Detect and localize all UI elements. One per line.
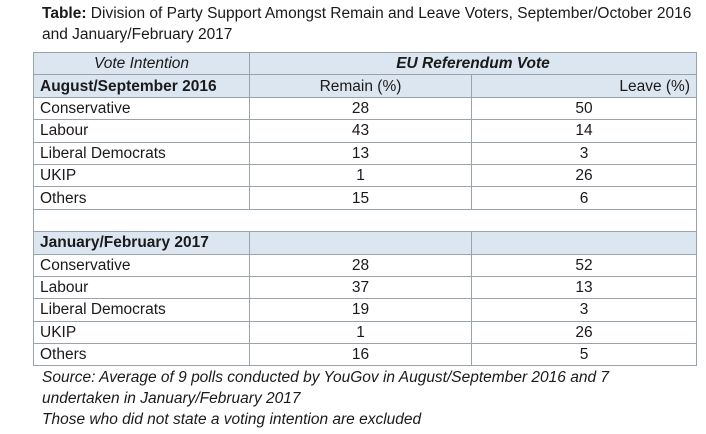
leave-value: 26 — [472, 164, 697, 186]
remain-value: 13 — [250, 142, 472, 164]
table-notes — [42, 367, 702, 430]
leave-value: 13 — [472, 276, 697, 298]
leave-value: 50 — [472, 97, 697, 119]
table-row — [34, 321, 697, 343]
table-row — [34, 254, 697, 276]
table-caption — [42, 3, 702, 45]
caption-text: Division of Party Support Amongst Remain and Leave Voters, September/October 2016 and January/February 2017 — [42, 5, 692, 43]
table-row — [34, 97, 697, 119]
party-cell: Conservative — [34, 254, 250, 276]
remain-value: 37 — [250, 276, 472, 298]
source-note-line-2: undertaken in January/February 2017 — [42, 390, 301, 407]
section-aug-sep-2016 — [34, 97, 697, 209]
eu-referendum-vote-header: EU Referendum Vote — [250, 53, 697, 75]
leave-value: 26 — [472, 321, 697, 343]
remain-value: 15 — [250, 187, 472, 209]
spacer-cell — [34, 209, 697, 231]
party-cell: UKIP — [34, 164, 250, 186]
spacer-row — [34, 209, 697, 231]
party-cell: Labour — [34, 276, 250, 298]
leave-value: 3 — [472, 142, 697, 164]
empty-header-cell — [250, 232, 472, 254]
remain-value: 43 — [250, 120, 472, 142]
leave-value: 3 — [472, 299, 697, 321]
party-cell: Liberal Democrats — [34, 299, 250, 321]
table-row — [34, 164, 697, 186]
remain-value: 28 — [250, 97, 472, 119]
table-row — [34, 120, 697, 142]
header-row-1 — [34, 53, 697, 75]
remain-value: 19 — [250, 299, 472, 321]
source-note-line-1: Source: Average of 9 polls conducted by YouGov in August/September 2016 and 7 — [42, 369, 609, 386]
table-row — [34, 187, 697, 209]
exclusion-note: Those who did not state a voting intention are excluded — [42, 411, 422, 428]
leave-value: 14 — [472, 120, 697, 142]
remain-value: 16 — [250, 344, 472, 366]
table-row — [34, 344, 697, 366]
remain-value: 1 — [250, 321, 472, 343]
party-support-table — [33, 52, 697, 366]
period-2-header: January/February 2017 — [34, 232, 250, 254]
remain-value: 1 — [250, 164, 472, 186]
party-cell: Others — [34, 344, 250, 366]
header-row-3 — [34, 232, 697, 254]
leave-value: 52 — [472, 254, 697, 276]
leave-column-header: Leave (%) — [472, 75, 697, 97]
party-cell: Liberal Democrats — [34, 142, 250, 164]
table-row — [34, 276, 697, 298]
party-cell: Labour — [34, 120, 250, 142]
section-jan-feb-2017 — [34, 254, 697, 366]
caption-lead: Table: — [42, 5, 87, 22]
table-row — [34, 142, 697, 164]
party-cell: Others — [34, 187, 250, 209]
remain-column-header: Remain (%) — [250, 75, 472, 97]
party-cell: UKIP — [34, 321, 250, 343]
leave-value: 6 — [472, 187, 697, 209]
header-row-2 — [34, 75, 697, 97]
table-row — [34, 299, 697, 321]
vote-intention-header: Vote Intention — [34, 53, 250, 75]
remain-value: 28 — [250, 254, 472, 276]
empty-header-cell — [472, 232, 697, 254]
party-cell: Conservative — [34, 97, 250, 119]
period-1-header: August/September 2016 — [34, 75, 250, 97]
leave-value: 5 — [472, 344, 697, 366]
